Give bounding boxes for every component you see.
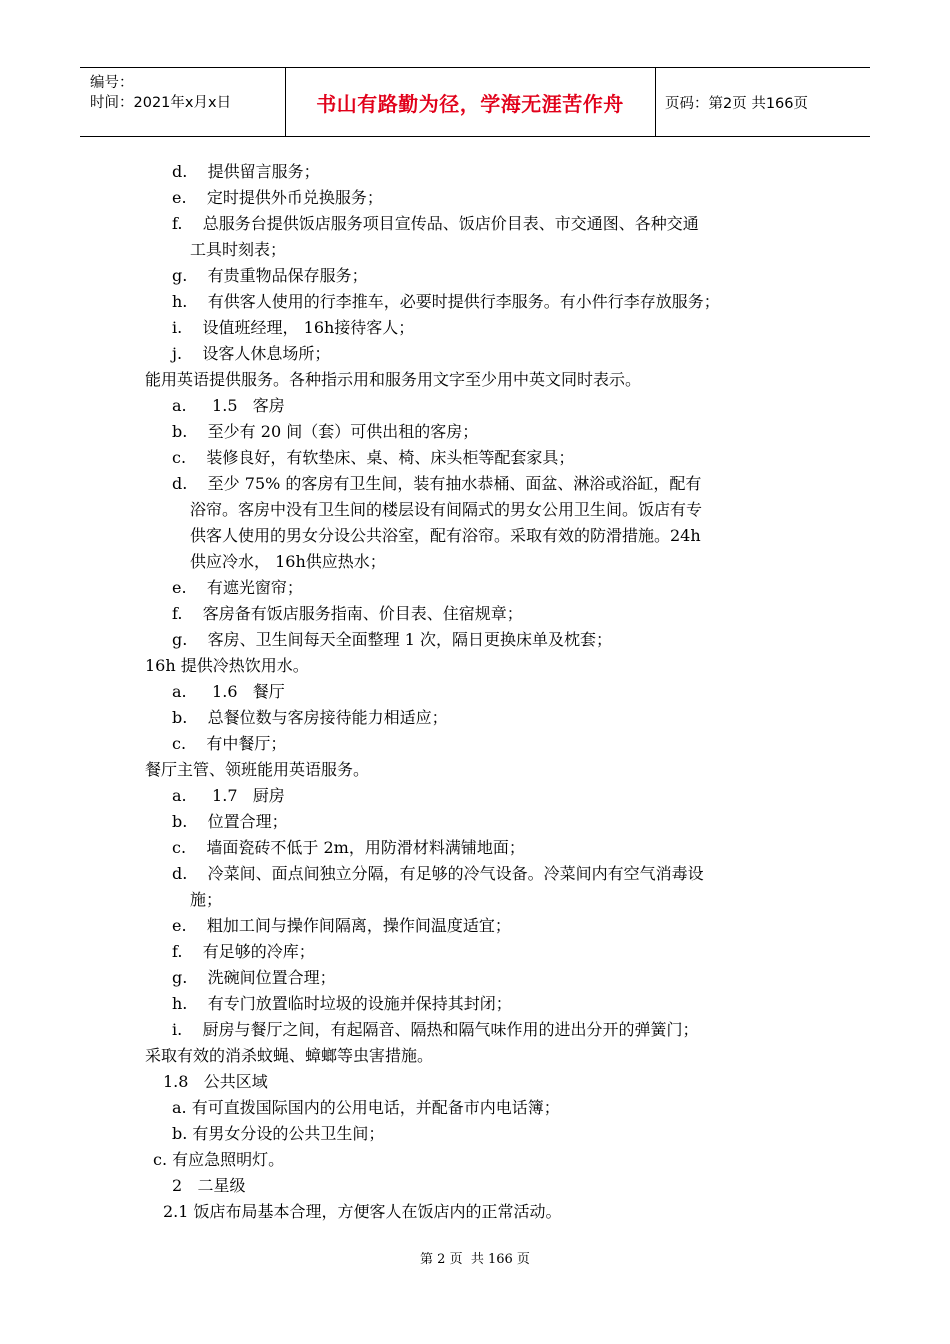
header-motto: 书山有路勤为径，学海无涯苦作舟 (316, 91, 624, 116)
text-line: b. 至少有 20 间（套）可供出租的客房； (172, 422, 479, 441)
text-line: 工具时刻表； (190, 240, 287, 259)
text-line: g. 洗碗间位置合理； (172, 968, 336, 987)
text-line: h. 有专门放置临时垃圾的设施并保持其封闭； (172, 994, 512, 1013)
text-line: 2 二星级 (172, 1176, 246, 1195)
text-line: 1.8 公共区域 (163, 1072, 268, 1091)
text-line: h. 有供客人使用的行李推车，必要时提供行李服务。有小件行李存放服务； (172, 292, 720, 311)
text-line: b. 位置合理； (172, 812, 288, 831)
text-line: e. 有遮光窗帘； (172, 578, 303, 597)
text-line: j. 设客人休息场所； (172, 344, 331, 363)
text-line: e. 粗加工间与操作间隔离，操作间温度适宜； (172, 916, 511, 935)
text-line: c. 墙面瓷砖不低于 2m，用防滑材料满铺地面； (172, 838, 525, 857)
text-line: 供应冷水， 16h供应热水； (190, 552, 386, 571)
text-line: b. 有男女分设的公共卫生间； (172, 1124, 385, 1143)
text-line: 餐厅主管、领班能用英语服务。 (145, 760, 370, 779)
text-line: d. 至少 75% 的客房有卫生间，装有抽水恭桶、面盆、淋浴或浴缸，配有 (172, 474, 702, 493)
text-line: f. 客房备有饭店服务指南、价目表、住宿规章； (172, 604, 523, 623)
text-line: a. 1.6 餐厅 (172, 682, 285, 701)
text-line: f. 总服务台提供饭店服务项目宣传品、饭店价目表、市交通图、各种交通 (172, 214, 699, 233)
text-line: i. 厨房与餐厅之间，有起隔音、隔热和隔气味作用的进出分开的弹簧门； (172, 1020, 699, 1039)
text-line: 浴帘。客房中没有卫生间的楼层设有间隔式的男女公用卫生间。饭店有专 (190, 500, 703, 519)
text-line: e. 定时提供外币兑换服务； (172, 188, 383, 207)
text-line: a. 1.7 厨房 (172, 786, 285, 805)
text-line: b. 总餐位数与客房接待能力相适应； (172, 708, 448, 727)
text-line: g. 有贵重物品保存服务； (172, 266, 368, 285)
text-line: 能用英语提供服务。各种指示用和服务用文字至少用中英文同时表示。 (145, 370, 642, 389)
text-line: f. 有足够的冷库； (172, 942, 315, 961)
text-line: a. 有可直拨国际国内的公用电话，并配备市内电话簿； (172, 1098, 560, 1117)
text-line: 2.1 饭店布局基本合理，方便客人在饭店内的正常活动。 (163, 1202, 562, 1221)
text-line: a. 1.5 客房 (172, 396, 285, 415)
text-line: d. 冷菜间、面点间独立分隔，有足够的冷气设备。冷菜间内有空气消毒设 (172, 864, 704, 883)
header-meta (90, 73, 285, 113)
header-page-info: 页码：第2页 共166页 (665, 95, 809, 112)
time-label: 时间：2021年x月x日 (90, 95, 232, 111)
text-line: 施； (190, 890, 223, 909)
text-line: c. 有中餐厅； (172, 734, 287, 753)
text-line: g. 客房、卫生间每天全面整理 1 次，隔日更换床单及枕套； (172, 630, 613, 649)
text-line: 供客人使用的男女分设公共浴室，配有浴帘。采取有效的防滑措施。24h (190, 526, 701, 545)
number-label: 编号： (90, 75, 134, 91)
text-line: c. 有应急照明灯。 (153, 1150, 285, 1169)
text-line: i. 设值班经理， 16h接待客人； (172, 318, 415, 337)
text-line: 采取有效的消杀蚊蝇、蟑螂等虫害措施。 (145, 1046, 434, 1065)
text-line: c. 装修良好，有软垫床、桌、椅、床头柜等配套家具； (172, 448, 575, 467)
page-footer: 第 2 页 共 166 页 (420, 1252, 530, 1267)
page-header (80, 67, 870, 137)
text-line: 16h 提供冷热饮用水。 (145, 656, 309, 675)
text-line: d. 提供留言服务； (172, 162, 320, 181)
header-divider (655, 68, 656, 136)
